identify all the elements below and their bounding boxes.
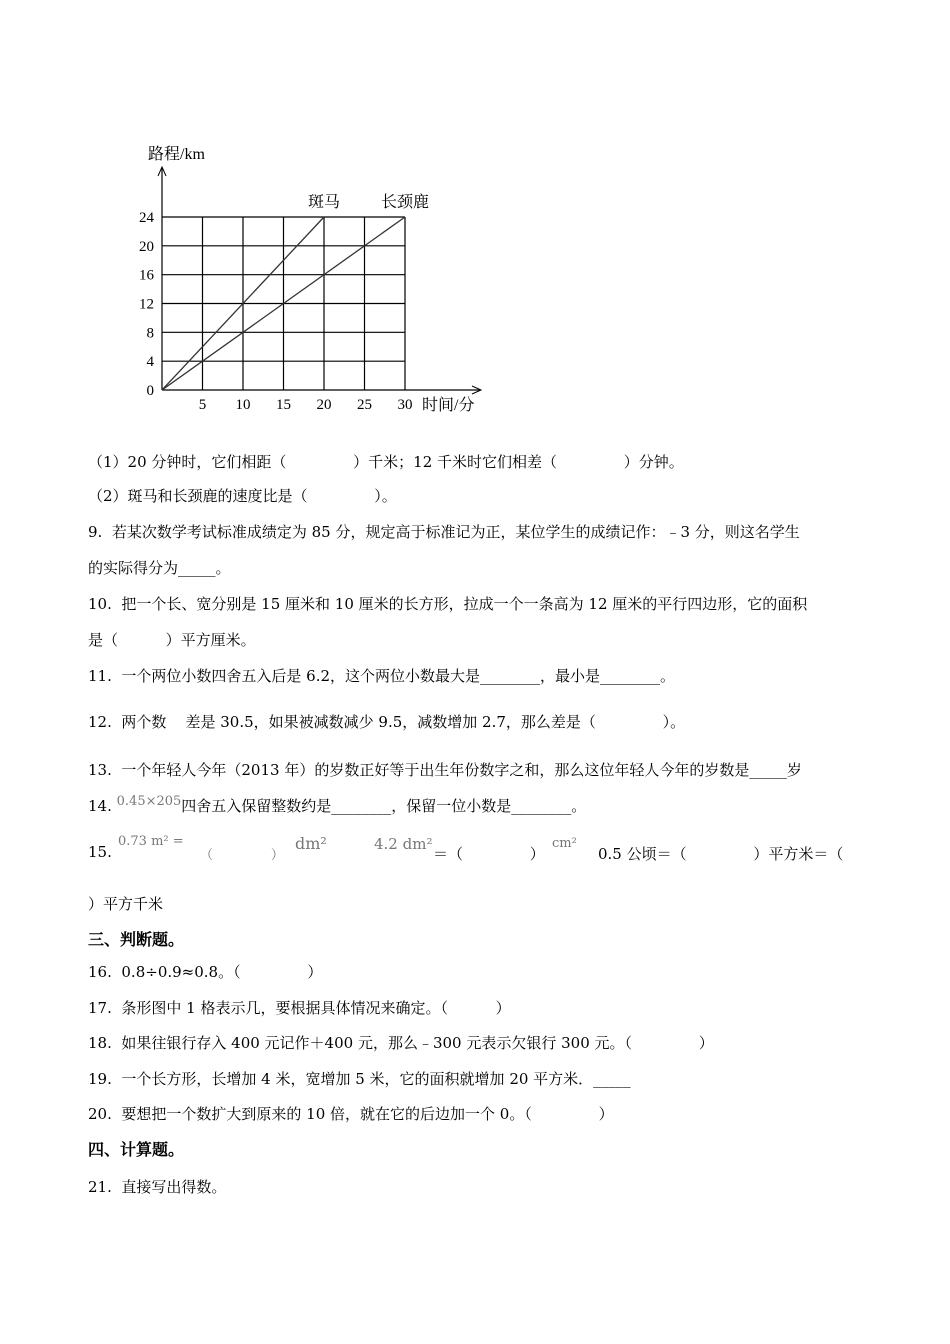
judgement-question: 17. 条形图中 1 格表示几，要根据具体情况来确定。（ ）: [88, 999, 511, 1017]
question-15: [88, 842, 112, 862]
question-14: [88, 796, 586, 818]
section-judgement-heading: 三、判断题。: [88, 930, 185, 949]
y-tick-label: 24: [139, 210, 154, 226]
q15-part-a: 0.73 m² =: [118, 834, 184, 849]
x-tick-label: 10: [235, 397, 251, 413]
question-line: （2）斑马和长颈鹿的速度比是（ ）。: [88, 487, 397, 505]
q14-number: 14.: [88, 797, 112, 815]
y-tick-label: 8: [146, 325, 154, 342]
y-tick-label: 12: [139, 296, 154, 313]
q15-unit-cm2: cm²: [552, 836, 577, 851]
q15-unit-dm2: dm²: [295, 834, 327, 853]
y-tick-label: 0: [146, 383, 154, 399]
series-label: 长颈鹿: [380, 192, 430, 211]
q15-part-d: 4.2 dm²: [374, 835, 433, 853]
x-tick-label: 25: [357, 397, 372, 413]
question-line: 的实际得分为_____。: [88, 559, 231, 577]
section-calculation-heading: 四、计算题。: [88, 1140, 185, 1159]
q14-expression: 0.45×205: [116, 794, 182, 809]
q15-blank-1: （ ）: [200, 848, 284, 863]
q14-text: 四舍五入保留整数约是________，保留一位小数是________。: [181, 797, 587, 815]
question-21: 21. 直接写出得数。: [88, 1178, 227, 1196]
q15-number: 15.: [88, 843, 112, 861]
x-tick-label: 15: [276, 397, 291, 413]
question-line: 13. 一个年轻人今年（2013 年）的岁数正好等于出生年份数字之和，那么这位年轻人今年的岁数是_____岁: [88, 761, 802, 779]
y-tick-label: 4: [146, 354, 154, 371]
judgement-question: 20. 要想把一个数扩大到原来的 10 倍，就在它的后边加一个 0。（ ）: [88, 1105, 614, 1123]
y-axis-label: 路程/km: [148, 146, 205, 163]
x-tick-label: 20: [316, 397, 332, 413]
q15-part-g: 0.5 公顷＝（ ）平方米＝（: [598, 845, 844, 863]
x-axis-label: 时间/分: [422, 397, 475, 414]
distance-time-chart: [130, 140, 490, 420]
question-line: 10. 把一个长、宽分别是 15 厘米和 10 厘米的长方形，拉成一个一条高为 12 厘米的平行四边形，它的面积: [88, 595, 808, 613]
q15-continuation: ）平方千米: [88, 895, 164, 913]
question-line: 9. 若某次数学考试标准成绩定为 85 分，规定高于标准记为正，某位学生的成绩记作：﹣3 分，则这名学生: [88, 523, 800, 541]
question-line: 是（ ）平方厘米。: [88, 631, 256, 649]
x-tick-label: 30: [397, 397, 413, 413]
y-tick-label: 20: [139, 238, 154, 255]
x-tick-label: 5: [198, 397, 207, 413]
question-line: （1）20 分钟时，它们相距（ ）千米；12 千米时它们相差（ ）分钟。: [88, 453, 684, 471]
q15-blank-2: ＝（ ）: [433, 845, 545, 863]
series-label: 斑马: [307, 192, 341, 211]
y-tick-label: 16: [139, 267, 154, 284]
judgement-question: 16. 0.8÷0.9≈0.8。（ ）: [88, 963, 323, 981]
question-line: 11. 一个两位小数四舍五入后是 6.2，这个两位小数最大是________，最小是________。: [88, 667, 676, 685]
question-line: 12. 两个数 差是 30.5，如果被减数减少 9.5，减数增加 2.7，那么差是（ ）。: [88, 713, 686, 731]
judgement-question: 18. 如果往银行存入 400 元记作＋400 元，那么﹣300 元表示欠银行 300 元。（ ）: [88, 1034, 714, 1052]
judgement-question: 19. 一个长方形，长增加 4 米，宽增加 5 米，它的面积就增加 20 平方米．_____: [88, 1070, 631, 1088]
